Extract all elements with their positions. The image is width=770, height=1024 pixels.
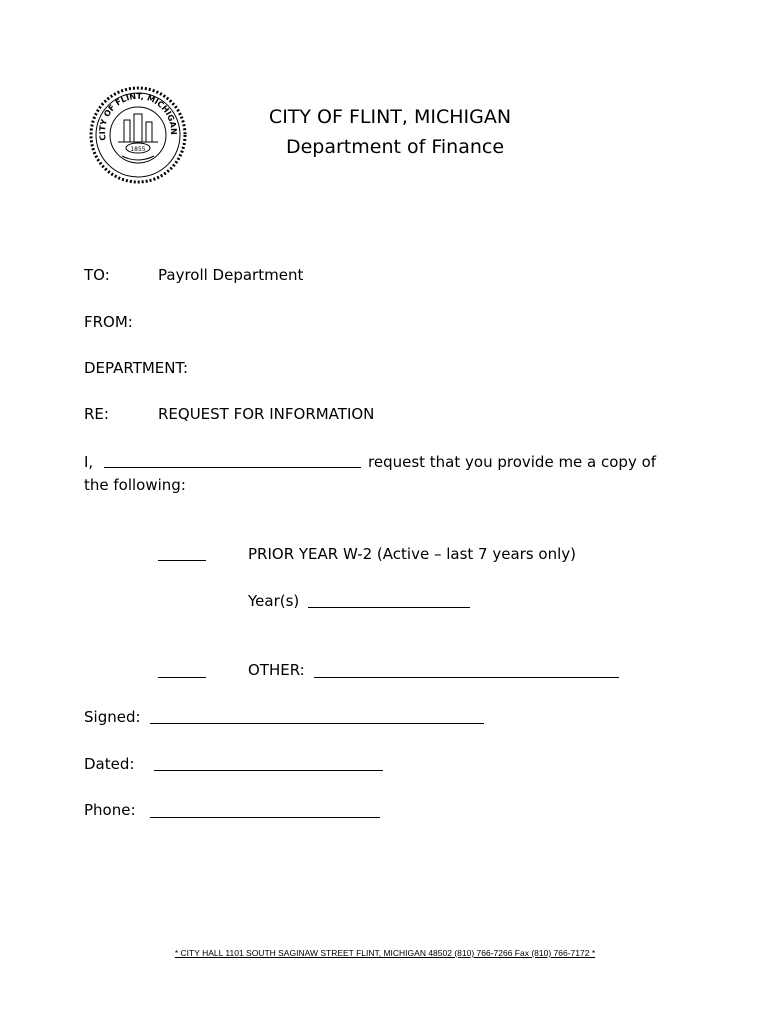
other-label: OTHER: xyxy=(248,661,305,679)
request-prefix: I, xyxy=(84,453,94,471)
from-label: FROM: xyxy=(84,313,133,331)
years-label: Year(s) xyxy=(248,592,300,610)
name-blank-line[interactable] xyxy=(104,467,361,468)
re-label: RE: xyxy=(84,405,109,423)
signed-line[interactable] xyxy=(150,723,484,724)
w2-option-label: PRIOR YEAR W-2 (Active – last 7 years only) xyxy=(248,545,576,563)
to-label: TO: xyxy=(84,266,110,284)
request-continuation: the following: xyxy=(84,476,186,494)
to-value: Payroll Department xyxy=(158,266,304,284)
other-check-line[interactable] xyxy=(158,677,206,678)
w2-check-line[interactable] xyxy=(158,560,206,561)
city-seal-logo xyxy=(88,82,188,188)
department-label: DEPARTMENT: xyxy=(84,359,189,377)
page-subtitle: Department of Finance xyxy=(285,136,505,158)
years-line[interactable] xyxy=(308,607,470,608)
svg-text:1855: 1855 xyxy=(130,146,146,153)
request-suffix: request that you provide me a copy of xyxy=(368,453,657,471)
re-value: REQUEST FOR INFORMATION xyxy=(158,405,375,423)
footer-address: * CITY HALL 1101 SOUTH SAGINAW STREET FLINT, MICHIGAN 48502 (810) 766-7266 Fax (810) 766-7172 * xyxy=(174,948,596,958)
dated-label: Dated: xyxy=(84,755,135,773)
svg-text:CITY OF FLINT, MICHIGAN: CITY OF FLINT, MICHIGAN xyxy=(97,91,179,142)
page-title: CITY OF FLINT, MICHIGAN xyxy=(268,106,512,128)
other-line[interactable] xyxy=(314,677,619,678)
dated-line[interactable] xyxy=(154,770,383,771)
phone-line[interactable] xyxy=(150,817,380,818)
phone-label: Phone: xyxy=(84,801,136,819)
signed-label: Signed: xyxy=(84,708,141,726)
